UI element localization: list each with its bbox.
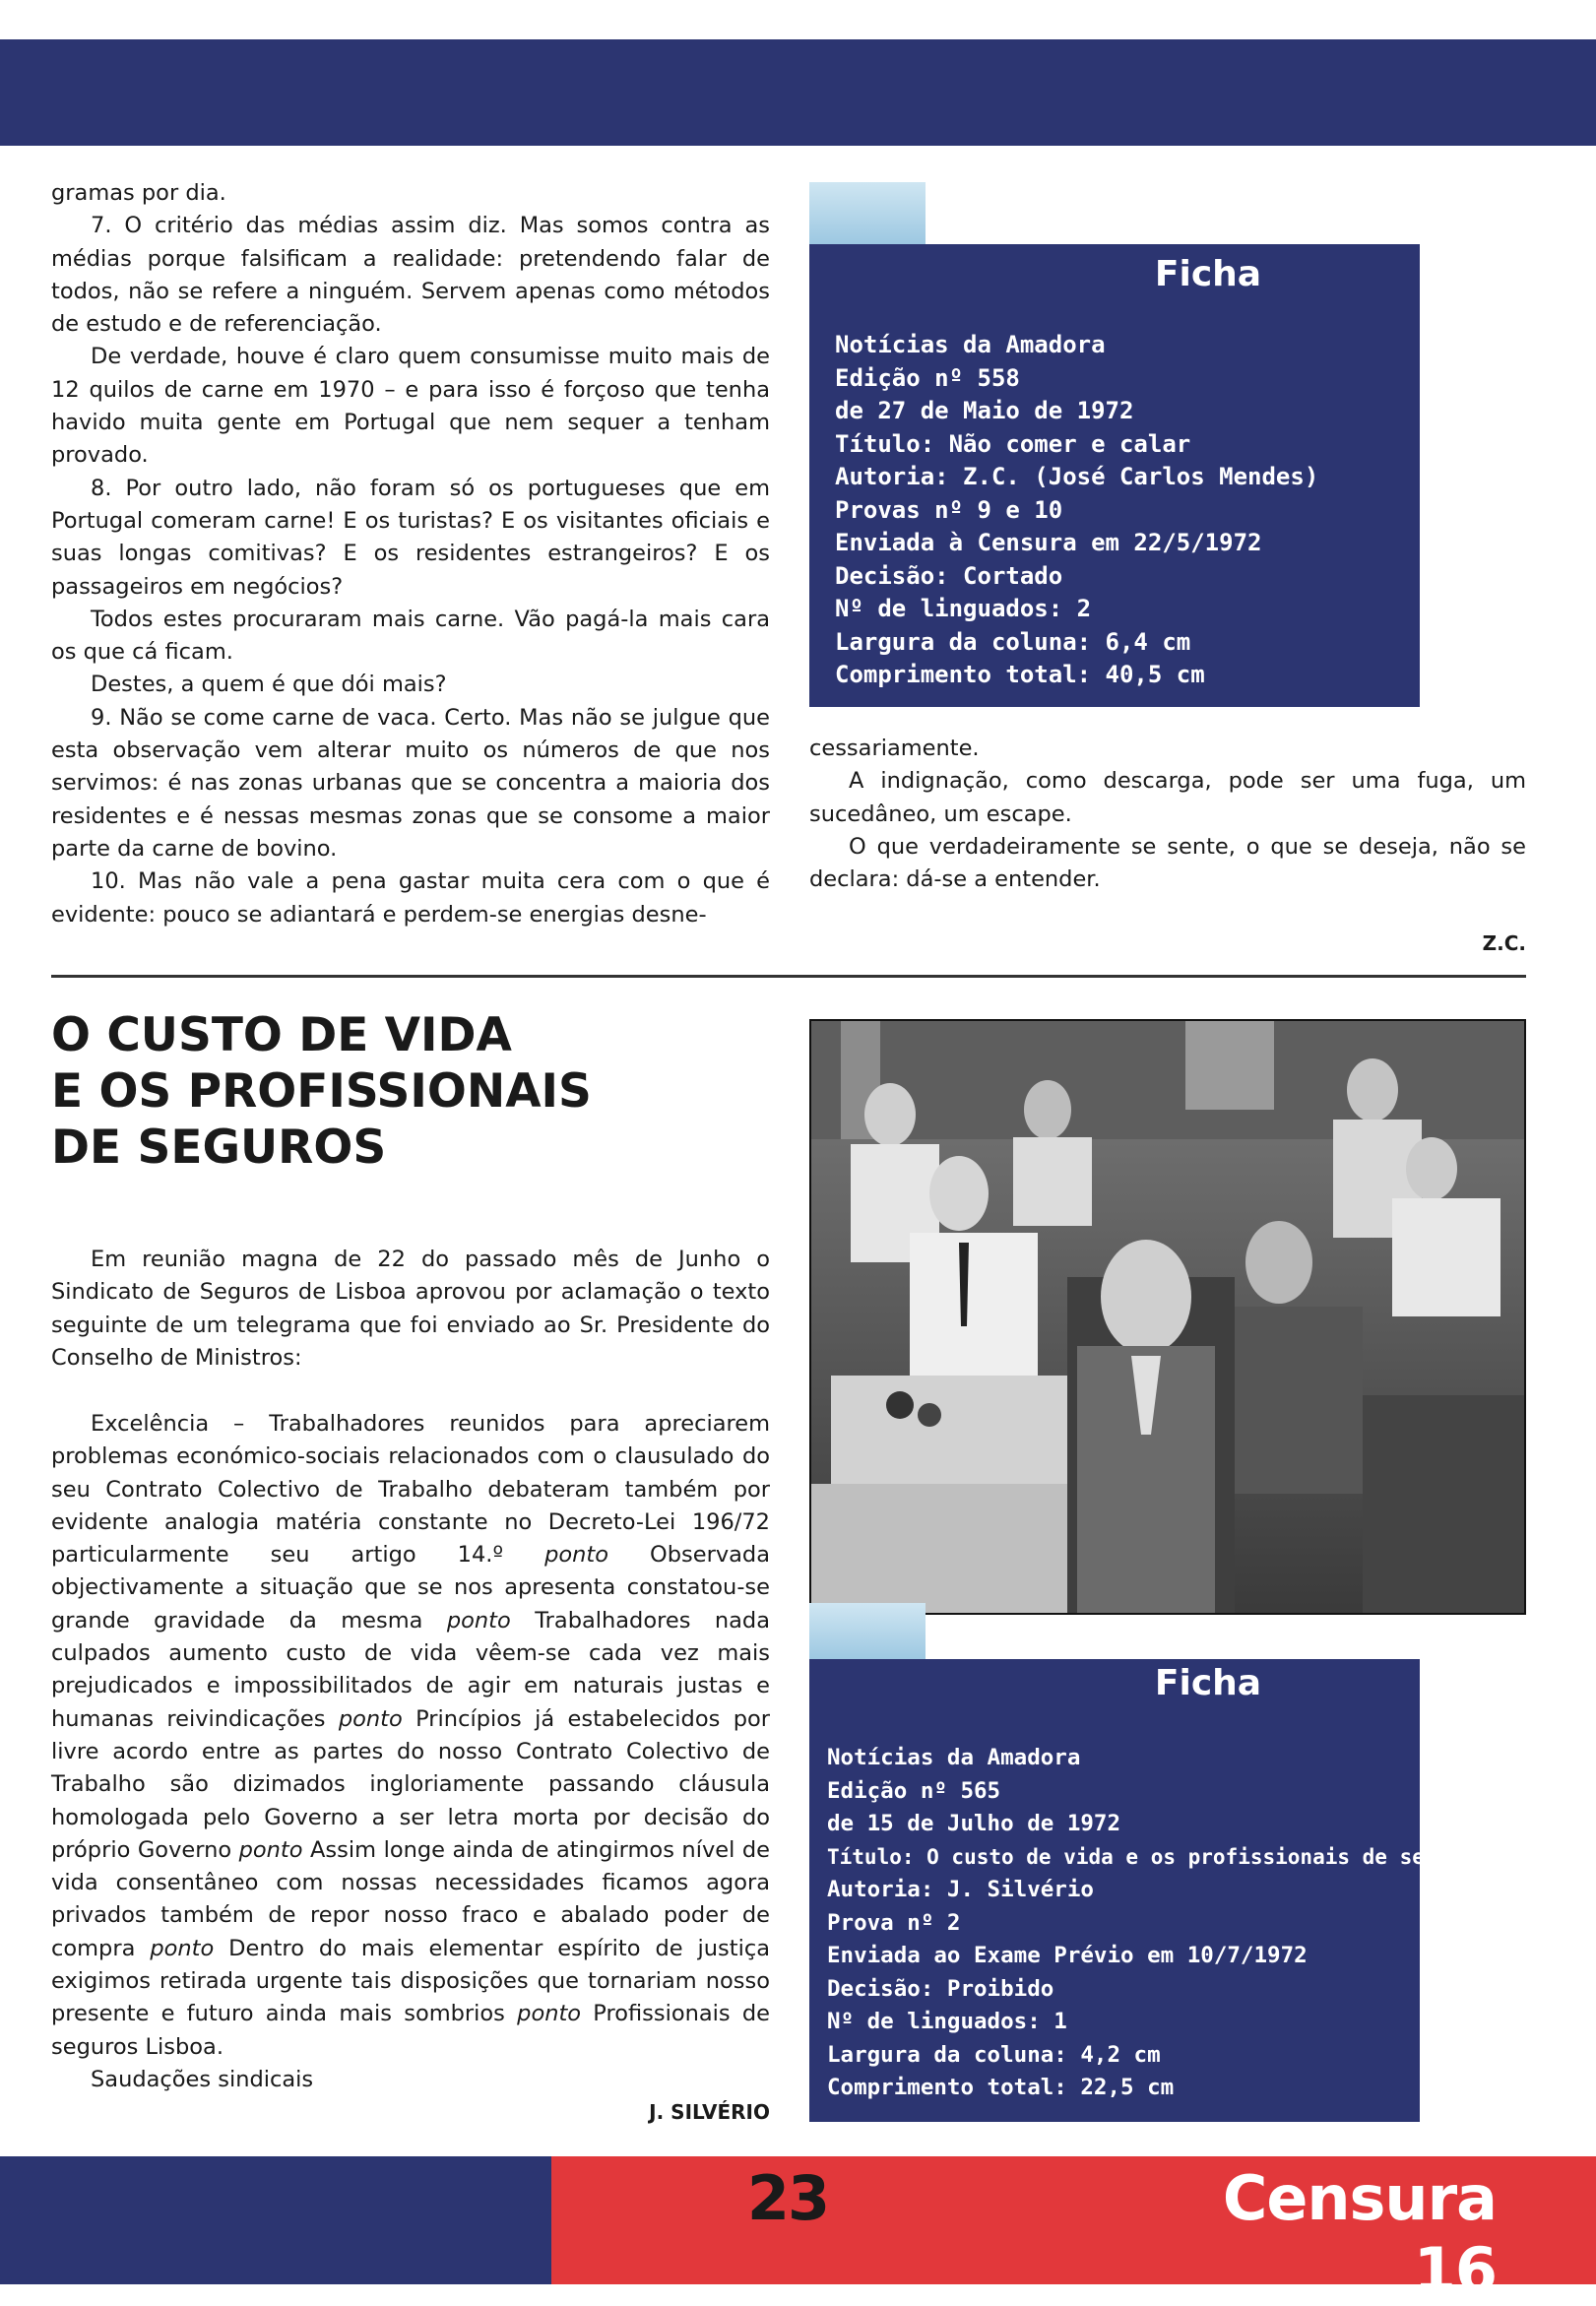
- article1-column-left: [51, 177, 770, 931]
- office-photo: [809, 1019, 1526, 1615]
- ficha-title: Ficha: [1154, 1663, 1262, 1703]
- ficha-box-2: [809, 1659, 1488, 2122]
- telegram-paragraph: [51, 1408, 770, 2064]
- ponto-word: ponto: [446, 1607, 511, 1633]
- paragraph: cessariamente.: [809, 736, 980, 761]
- ficha-line: Nº de linguados: 2: [835, 595, 1092, 622]
- ficha-line: Largura da coluna: 4,2 cm: [827, 2041, 1161, 2068]
- ficha-line: Enviada à Censura em 22/5/1972: [835, 529, 1262, 556]
- paragraph: Destes, a quem é que dói mais?: [91, 672, 447, 698]
- headline-line: O CUSTO DE VIDA: [51, 1008, 512, 1062]
- article1-signature: Z.C.: [1482, 931, 1526, 955]
- paragraph: gramas por dia.: [51, 180, 226, 206]
- article2-headline: [51, 1007, 603, 1176]
- ficha-line: Título: O custo de vida e os profissionais de seguros: [827, 1844, 1488, 1869]
- article2-telegram: [51, 1408, 770, 2096]
- ficha-line: Edição nº 565: [827, 1777, 1001, 1804]
- ficha-line: Edição nº 558: [835, 363, 1020, 392]
- telegram-text: Profissionais de seguros Lisboa.: [51, 2001, 771, 2060]
- header-band: [0, 39, 1596, 146]
- headline-line: DE SEGUROS: [51, 1121, 387, 1175]
- footer-band-left: [0, 2156, 551, 2284]
- ficha-line: Prova nº 2: [827, 1909, 961, 1936]
- ficha-line: Autoria: J. Silvério: [827, 1877, 1094, 1902]
- ficha-line: Comprimento total: 22,5 cm: [827, 2075, 1175, 2100]
- telegram-text: Dentro do mais elementar espírito de justiça exigimos retirada urgente tais disposições que tornariam nosso presente e futuro ainda mais sombrios: [51, 1935, 770, 2027]
- ficha-line: Notícias da Amadora: [827, 1745, 1081, 1770]
- section-divider: [51, 975, 1526, 978]
- ficha-line: Nº de linguados: 1: [827, 2009, 1067, 2034]
- ficha-details: [827, 1742, 1487, 2105]
- ponto-word: ponto: [544, 1542, 608, 1569]
- ficha-line: Título: Não comer e calar: [835, 429, 1191, 458]
- ficha-line: de 27 de Maio de 1972: [835, 397, 1134, 424]
- paragraph: 8. Por outro lado, não foram só os portugueses que em Portugal comeram carne! E os turistas? E os visitantes oficiais e suas longas comitivas? E os residentes estrangeiros? E os passageiros em negócios?: [51, 475, 770, 600]
- ficha-line: Notícias da Amadora: [835, 331, 1106, 358]
- ficha-line: Decisão: Cortado: [835, 561, 1063, 590]
- paragraph: 9. Não se come carne de vaca. Certo. Mas não se julgue que esta observação vem alterar muito os números de que nos servimos: é nas zonas urbanas que se concentra a maioria dos residentes e é nessas mesmas zonas que se consome a maior parte da carne de bovino.: [51, 704, 770, 862]
- ficha-line: Provas nº 9 e 10: [835, 495, 1063, 524]
- telegram-text: Trabalhadores nada culpados aumento custo de vida vêem-se cada vez mais prejudicados e impossibilitados de agir em naturais justas e humanas reivindicações: [51, 1607, 771, 1732]
- ponto-word: ponto: [517, 2001, 582, 2027]
- ficha-line: Enviada ao Exame Prévio em 10/7/1972: [827, 1943, 1308, 1968]
- closing: Saudações sindicais: [91, 2066, 314, 2092]
- article2-signature: J. SILVÉRIO: [649, 2100, 770, 2124]
- telegram-text: Princípios já estabelecidos por livre acordo entre as partes do nosso Contrato Colectivo de Trabalho são dizimados ingloriamente passando cláusula homologada pelo Governo a ser letra morta por decisão do próprio Governo: [51, 1705, 770, 1863]
- telegram-text: Assim longe ainda de atingirmos nível de vida consentâneo com nossas necessidades ficamos agora privados também de repor nosso fraco e abalado poder de compra: [51, 1836, 770, 1961]
- ponto-word: ponto: [338, 1705, 403, 1732]
- paragraph: A indignação, como descarga, pode ser uma fuga, um sucedâneo, um escape.: [809, 768, 1526, 827]
- ponto-word: ponto: [150, 1935, 215, 1961]
- ficha-line: Comprimento total: 40,5 cm: [835, 661, 1205, 688]
- magazine-name: Censura 16: [1222, 2162, 1497, 2306]
- paragraph: O que verdadeiramente se sente, o que se deseja, não se declara: dá-se a entender.: [809, 833, 1526, 893]
- ficha-line: de 15 de Julho de 1972: [827, 1811, 1121, 1836]
- paragraph: Todos estes procuraram mais carne. Vão pagá-la mais cara os que cá ficam.: [51, 606, 770, 666]
- ficha-line: Largura da coluna: 6,4 cm: [835, 627, 1191, 656]
- page-number: 23: [746, 2162, 829, 2234]
- ficha-details: [835, 329, 1318, 692]
- paragraph: Em reunião magna de 22 do passado mês de Junho o Sindicato de Seguros de Lisboa aprovou por aclamação o texto seguinte de um telegrama que foi enviado ao Sr. Presidente do Conselho de Ministros:: [51, 1247, 770, 1371]
- paragraph: De verdade, houve é claro quem consumisse muito mais de 12 quilos de carne em 1970 – e para isso é forçoso que tenha havido muita gente em Portugal que nem sequer a tenham provado.: [51, 344, 770, 469]
- telegram-text: Observada objectivamente a situação que se nos apresenta constatou-se grande gravidade da mesma: [51, 1542, 770, 1633]
- ficha-box-1: [809, 244, 1420, 707]
- article2-intro: [51, 1244, 770, 1375]
- ficha-line: Autoria: Z.C. (José Carlos Mendes): [835, 463, 1319, 490]
- ficha-title: Ficha: [1154, 254, 1262, 294]
- paragraph: 7. O critério das médias assim diz. Mas somos contra as médias porque falsificam a realidade: pretendendo falar de todos, não se refere a ninguém. Servem apenas como métodos de estudo e de referenciação.: [51, 213, 770, 338]
- ponto-word: ponto: [238, 1836, 303, 1863]
- office-photo-illustration: [811, 1021, 1526, 1615]
- headline-line: E OS PROFISSIONAIS: [51, 1064, 592, 1119]
- article1-column-right: [809, 733, 1526, 896]
- ficha-line: Decisão: Proibido: [827, 1975, 1054, 2002]
- paragraph: 10. Mas não vale a pena gastar muita cera com o que é evidente: pouco se adiantará e perdem-se energias desne-: [51, 868, 770, 928]
- telegram-text: Excelência – Trabalhadores reunidos para apreciarem problemas económico-sociais relacionados com o clausulado do seu Contrato Colectivo de Trabalho debateram também por evidente analogia matéria constante no Decreto-Lei 196/72 particularmente seu artigo 14.º: [51, 1411, 770, 1569]
